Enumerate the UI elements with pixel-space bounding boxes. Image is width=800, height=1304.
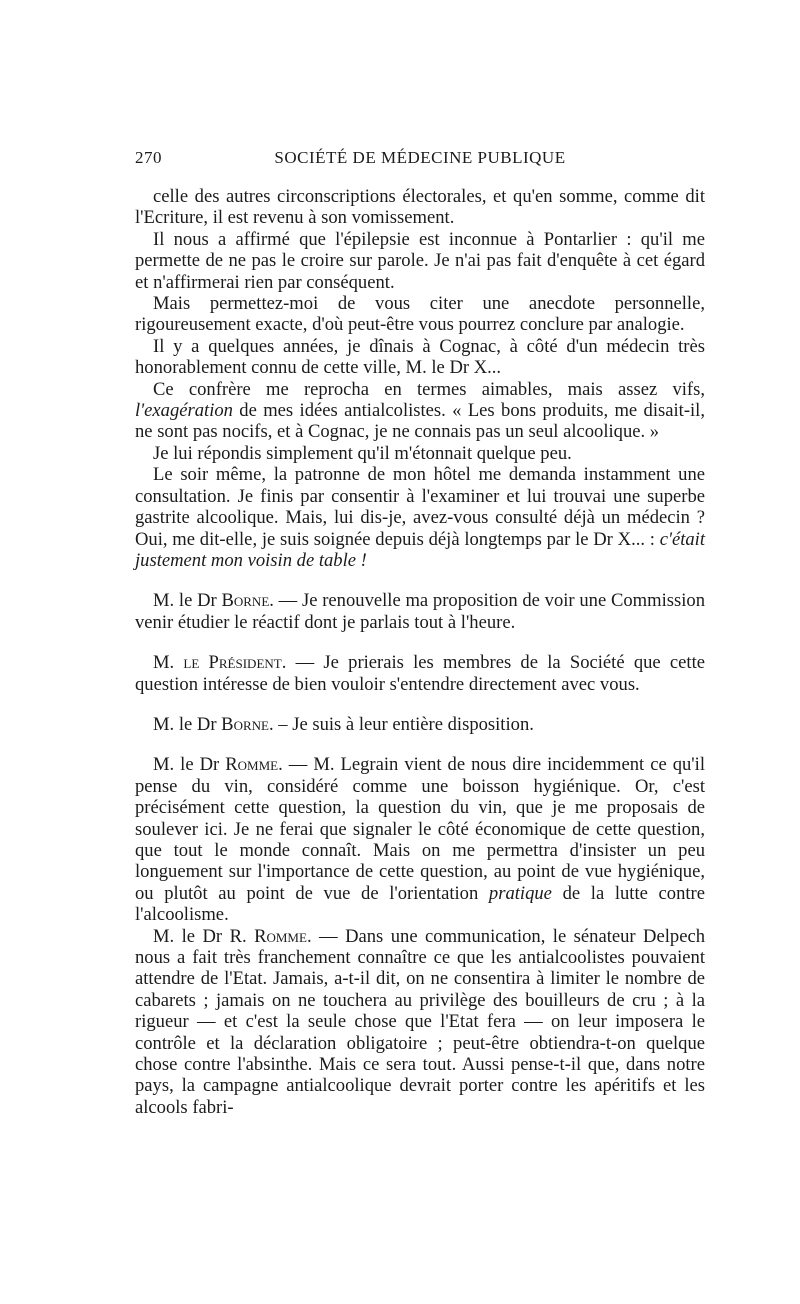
text-run: de la lutte contre l'alcoolisme. bbox=[135, 882, 705, 926]
text-run: . — M. Legrain vient de nous dire incidemment ce qu'il pense du vin, considéré comme une boisson hygiénique. Or, c'est précisément cette question, la question du vin, que je me proposais de soulever ici. Je ne ferai que signaler le côté économique de cette question, que tout le monde connaît. Mais on me permettra d'insister un peu longuement sur l'importance de cette question, au point de vue hygiénique, ou plutôt au point de vue de l'orientation bbox=[135, 754, 705, 904]
speaker-name: Romme bbox=[225, 754, 279, 776]
paragraph bbox=[135, 926, 705, 1119]
text-run: M. bbox=[153, 652, 184, 674]
text-run: . – Je suis à leur entière disposition. bbox=[268, 713, 534, 735]
paragraph bbox=[135, 293, 705, 336]
text-run: M. le Dr bbox=[153, 590, 222, 612]
paragraph bbox=[135, 464, 705, 571]
text-run: Mais permettez-moi de vous citer une anecdote personnelle, rigoureusement exacte, d'où peut-être vous pourrez conclure par analogie. bbox=[135, 293, 705, 336]
text-run: . — Dans une communication, le sénateur Delpech nous a fait très franchement connaître ce que les antialcoolistes pouvaient attendre de l'Etat. Jamais, a-t-il dit, on ne consentira à limiter le nombre de cabarets ; jamais on ne touchera au privilège des bouilleurs de cru ; à la rigueur — et c'est la seule chose que l'Etat fera — on leur imposera le contrôle et la déclaration obligatoire ; peut-être obtiendra-t-on quelque chose contre l'absinthe. Mais ce sera tout. Aussi pense-t-il que, dans notre pays, la campagne antialcoolique devrait porter contre les apéritifs et les alcools fabri- bbox=[135, 925, 706, 1118]
paragraph bbox=[135, 336, 705, 379]
paragraph bbox=[135, 186, 705, 229]
text-run: M. le Dr R. bbox=[153, 925, 255, 947]
text-run: M. le Dr bbox=[153, 713, 222, 735]
body-text bbox=[135, 186, 705, 1118]
text-run: Je lui répondis simplement qu'il m'étonnait quelque peu. bbox=[153, 442, 572, 464]
paragraph bbox=[135, 443, 705, 464]
paragraph bbox=[135, 379, 705, 443]
text-run: celle des autres circonscriptions électorales, et qu'en somme, comme dit l'Ecriture, il est revenu à son vomissement. bbox=[135, 186, 705, 229]
speech-paragraph bbox=[135, 714, 705, 735]
speech-paragraph bbox=[135, 754, 705, 925]
speaker-name: Borne bbox=[221, 590, 270, 612]
paragraph bbox=[135, 229, 705, 293]
text-run: . — Je prierais les membres de la Société que cette question intéresse de bien vouloir s'entendre directement avec vous. bbox=[135, 652, 705, 695]
speaker-name: Borne bbox=[221, 713, 269, 735]
emphasis-text: l'exagération bbox=[135, 400, 233, 422]
speaker-name: Romme bbox=[254, 925, 307, 947]
text-run: . — Je renouvelle ma proposition de voir une Commission venir étudier le réactif dont je parlais tout à l'heure. bbox=[135, 590, 705, 633]
page-number: 270 bbox=[135, 148, 162, 167]
text-run: Il y a quelques années, je dînais à Cognac, à côté d'un médecin très honorablement connu de cette ville, M. le Dr X... bbox=[135, 335, 705, 379]
emphasis-text: c'était justement mon voisin de table ! bbox=[135, 528, 705, 571]
speaker-name: le Président bbox=[183, 652, 282, 674]
text-run: Il nous a affirmé que l'épilepsie est inconnue à Pontarlier : qu'il me permette de ne pas le croire sur parole. Je n'ai pas fait d'enquête à cet égard et n'affirmerai rien par conséquent. bbox=[135, 228, 705, 293]
speech-paragraph bbox=[135, 652, 705, 695]
text-run: Le soir même, la patronne de mon hôtel me demanda instamment une consultation. Je finis par consentir à l'examiner et lui trouvai une superbe gastrite alcoolique. Mais, lui dis-je, avez-vous consulté déjà un médecin ? Oui, me dit-elle, je suis soignée depuis déjà longtemps par le Dr X... : bbox=[135, 464, 705, 550]
speech-paragraph bbox=[135, 590, 705, 633]
text-run: de mes idées antialcolistes. « Les bons produits, me disait-il, ne sont pas nocifs, et à Cognac, je ne connais pas un seul alcoolique. » bbox=[135, 400, 705, 443]
running-title: SOCIÉTÉ DE MÉDECINE PUBLIQUE bbox=[274, 148, 566, 167]
text-run: Ce confrère me reprocha en termes aimables, mais assez vifs, bbox=[153, 378, 705, 400]
emphasis-text: pratique bbox=[488, 882, 552, 904]
text-run: M. le Dr bbox=[153, 754, 226, 776]
